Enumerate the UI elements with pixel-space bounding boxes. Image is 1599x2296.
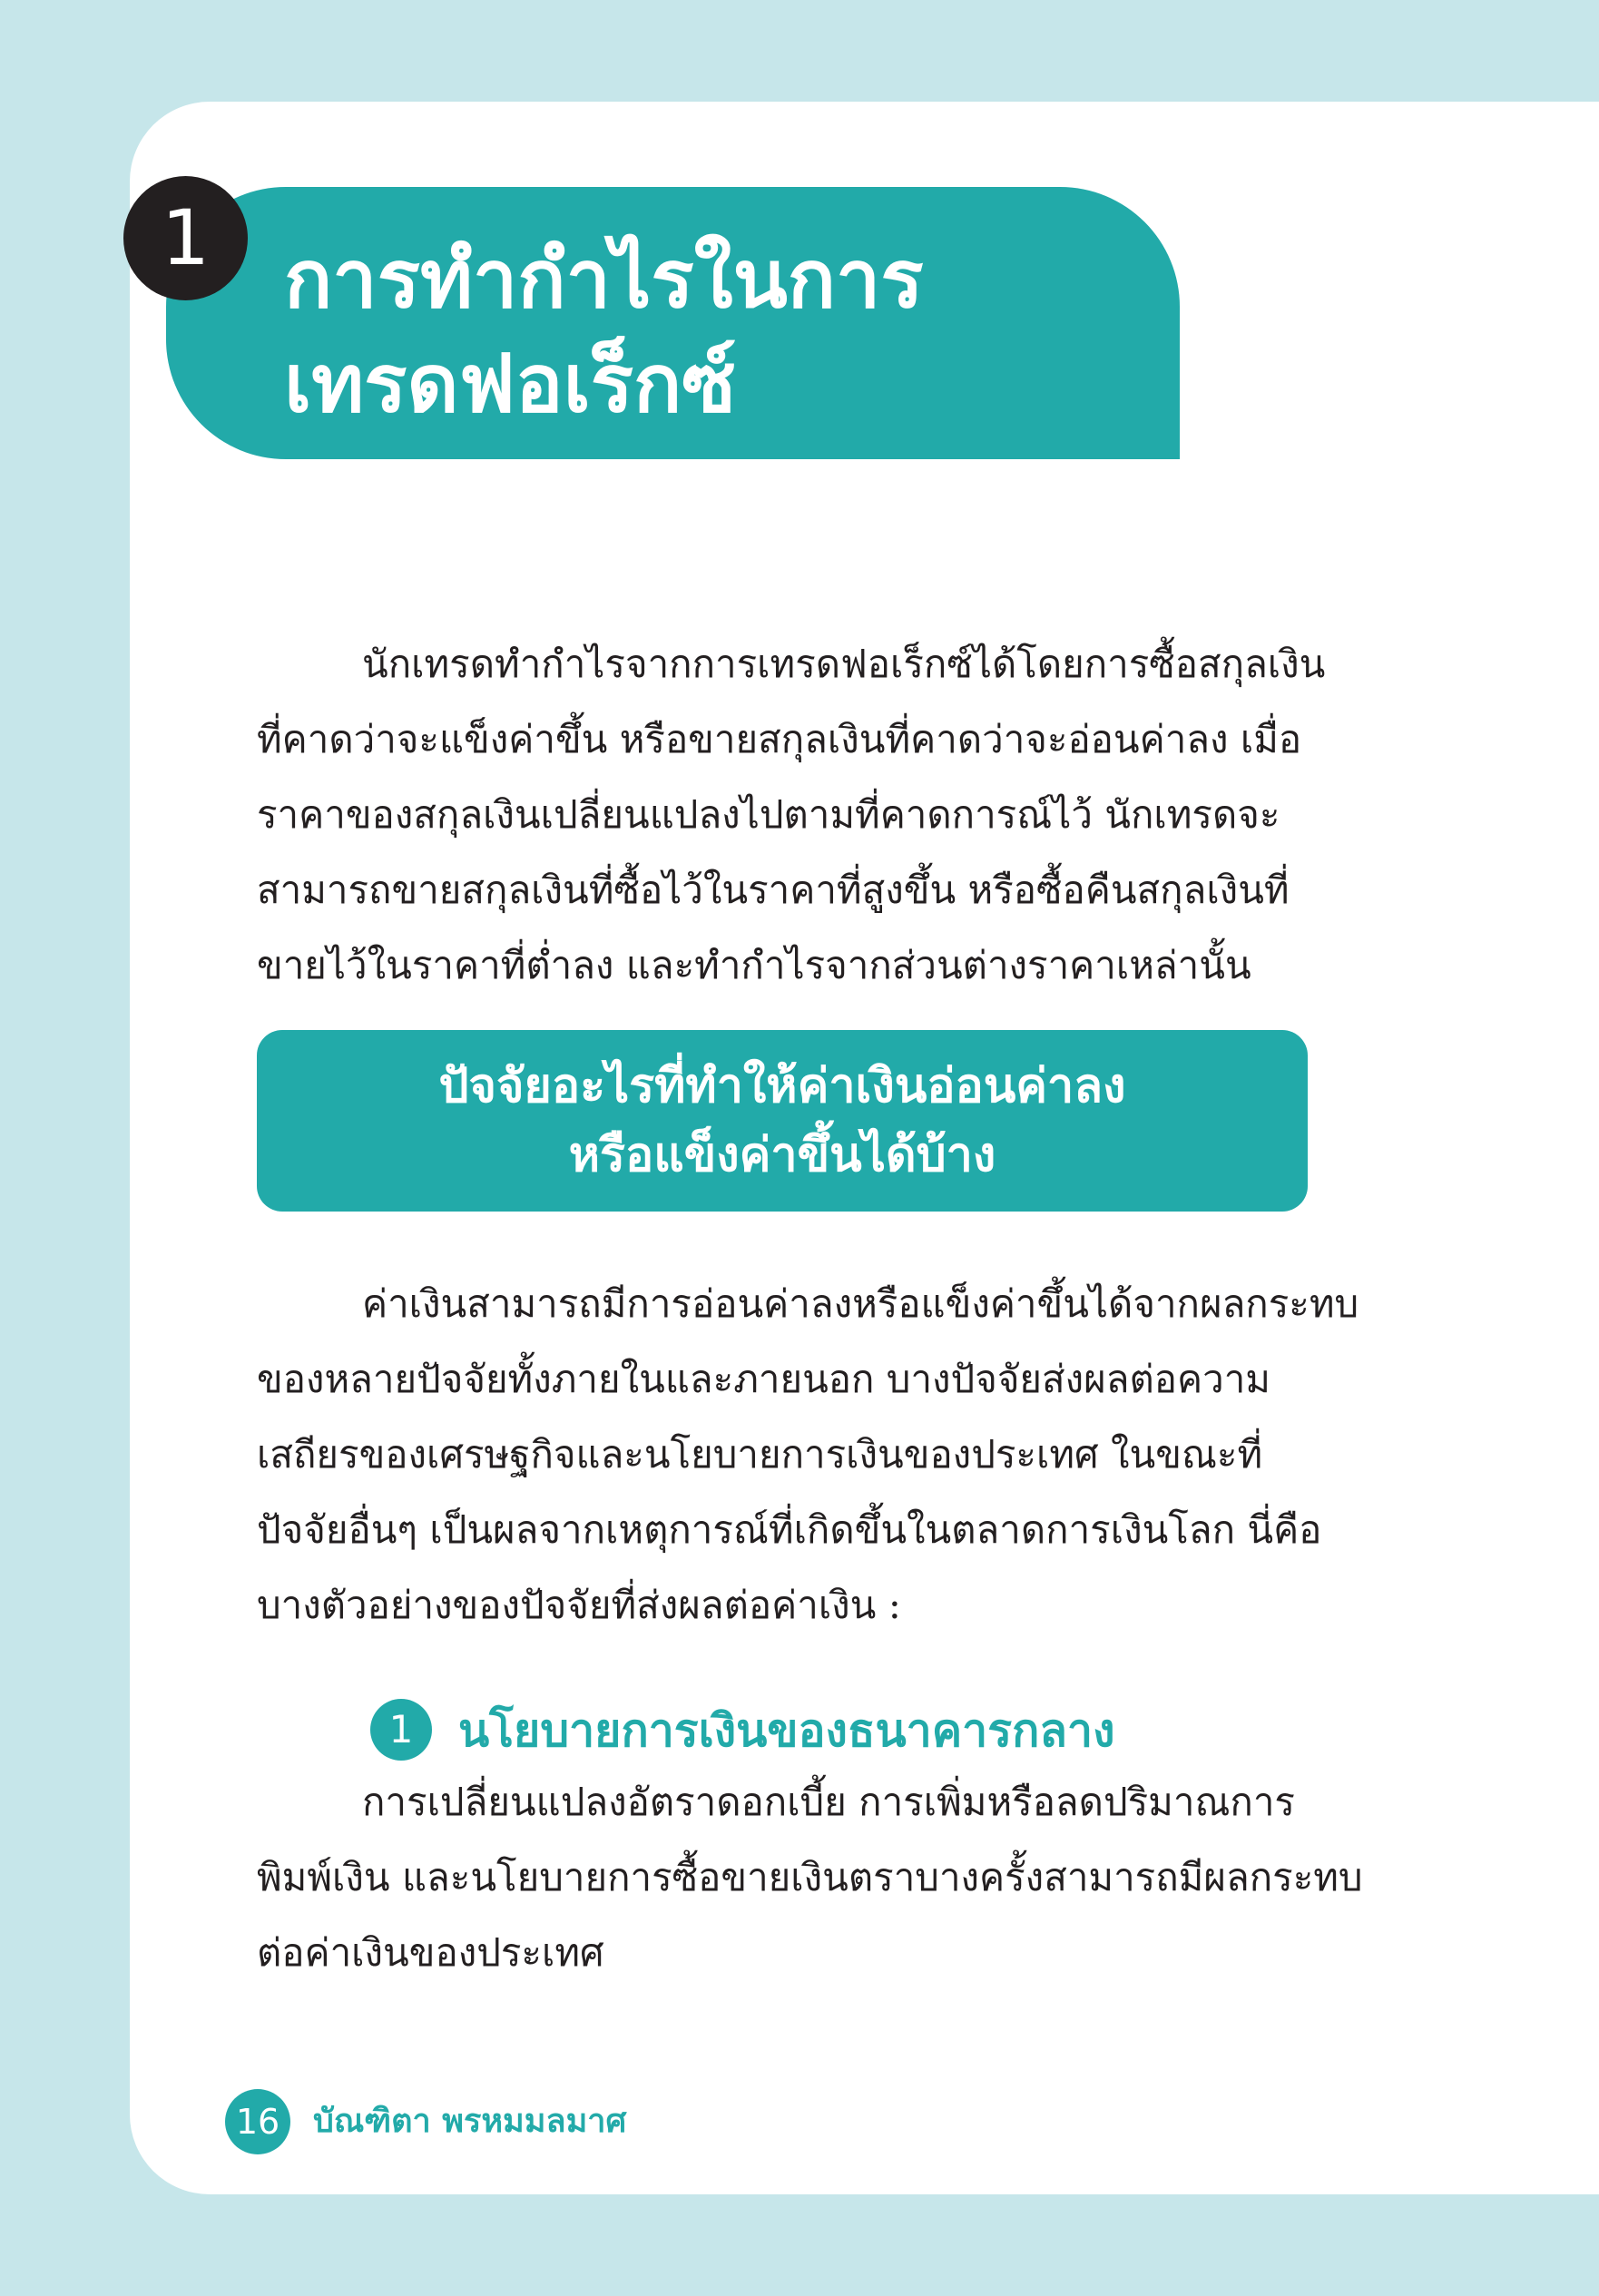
paragraph-line: สามารถขายสกุลเงินที่ซื้อไว้ในราคาที่สูงขึ้น หรือซื้อคืนสกุลเงินที่ — [257, 868, 1290, 912]
paragraph-line: การเปลี่ยนแปลงอัตราดอกเบี้ย การเพิ่มหรือลดปริมาณการ — [362, 1780, 1295, 1824]
paragraph-line: ปัจจัยอื่นๆ เป็นผลจากเหตุการณ์ที่เกิดขึ้นในตลาดการเงินโลก นี่คือ — [257, 1507, 1322, 1552]
paragraph-line: ขายไว้ในราคาที่ต่ำลง และทำกำไรจากส่วนต่างราคาเหล่านั้น — [257, 943, 1251, 987]
question-line: หรือแข็งค่าขึ้นได้บ้าง — [568, 1128, 996, 1182]
factor-number-badge: 1 — [370, 1699, 432, 1761]
paragraph-line: พิมพ์เงิน และนโยบายการซื้อขายเงินตราบางครั้งสามารถมีผลกระทบ — [257, 1855, 1363, 1899]
paragraph-line: ของหลายปัจจัยทั้งภายในและภายนอก บางปัจจัยส่งผลต่อความ — [257, 1357, 1270, 1401]
author-name: บัณฑิตา พรหมมลมาศ — [313, 2103, 627, 2140]
factor-heading: นโยบายการเงินของธนาคารกลาง — [458, 1704, 1115, 1757]
factor-paragraph — [257, 1764, 1363, 1990]
paragraph-line: เสถียรของเศรษฐกิจและนโยบายการเงินของประเทศ ในขณะที่ — [257, 1432, 1263, 1477]
intro-paragraph — [257, 626, 1326, 1003]
question-heading-box — [257, 1030, 1308, 1212]
factors-intro-paragraph — [257, 1266, 1359, 1643]
title-line: เทรดฟอเร็กซ์ — [284, 337, 737, 430]
paragraph-line: ค่าเงินสามารถมีการอ่อนค่าลงหรือแข็งค่าขึ้นได้จากผลกระทบ — [362, 1281, 1359, 1326]
paragraph-line: นักเทรดทำกำไรจากการเทรดฟอเร็กซ์ได้โดยการซื้อสกุลเงิน — [362, 642, 1326, 686]
page-number-badge: 16 — [225, 2089, 290, 2154]
title-line: การทำกำไรในการ — [284, 232, 924, 326]
paragraph-line: ที่คาดว่าจะแข็งค่าขึ้น หรือขายสกุลเงินที่คาดว่าจะอ่อนค่าลง เมื่อ — [257, 717, 1302, 761]
chapter-number-badge: 1 — [123, 176, 248, 300]
paragraph-line: บางตัวอย่างของปัจจัยที่ส่งผลต่อค่าเงิน : — [257, 1583, 901, 1627]
page-title — [284, 227, 924, 436]
paragraph-line: ราคาของสกุลเงินเปลี่ยนแปลงไปตามที่คาดการณ์ไว้ นักเทรดจะ — [257, 792, 1280, 837]
question-line: ปัจจัยอะไรที่ทำให้ค่าเงินอ่อนค่าลง — [438, 1059, 1126, 1114]
paragraph-line: ต่อค่าเงินของประเทศ — [257, 1930, 604, 1975]
